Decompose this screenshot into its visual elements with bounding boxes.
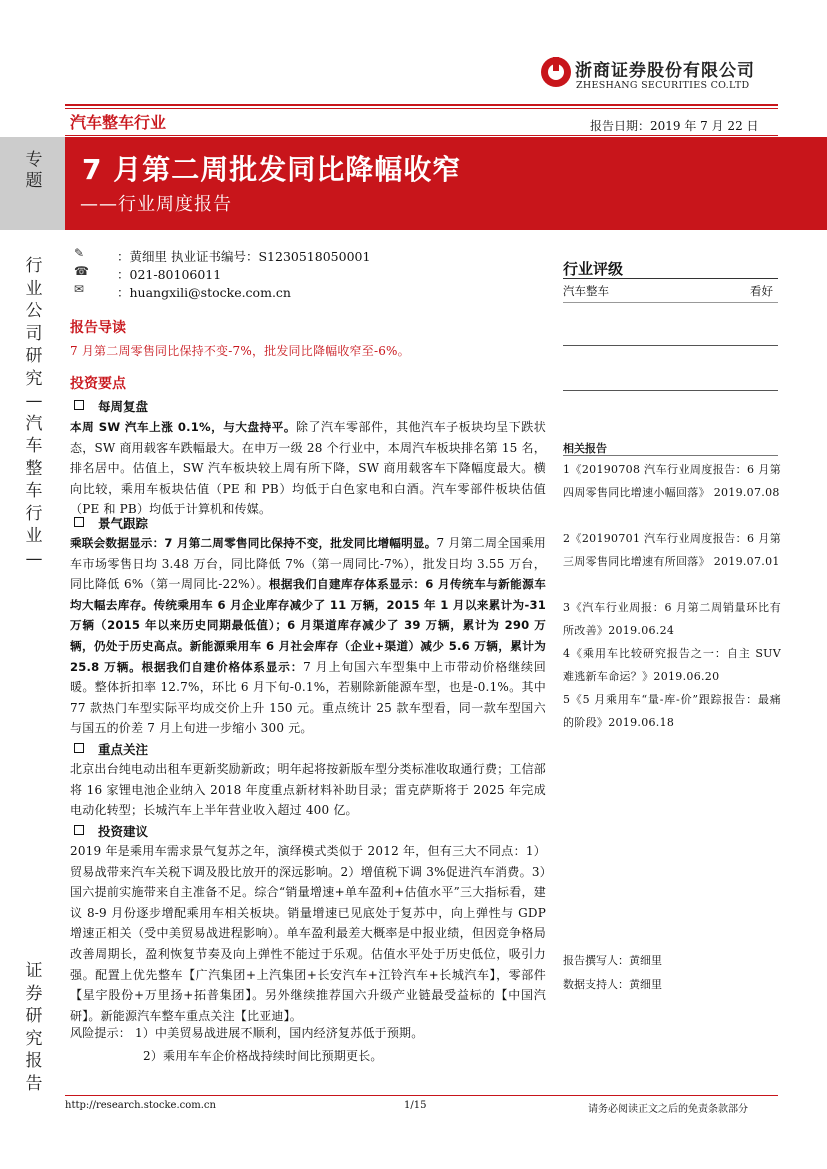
section-prosperity (74, 514, 148, 532)
disclaimer-note: 请务必阅读正文之后的免责条款部分 (588, 1104, 748, 1115)
lead-text: 7 月第二周零售同比保持不变-7%，批发同比降幅收窄至-6%。 (70, 344, 410, 358)
risk-line-1: 风险提示： 1）中美贸易战进展不顺利，国内经济复苏低于预期。 (70, 1026, 424, 1040)
rating-rule-2 (563, 302, 778, 303)
side-vertical-report-type: 证券研究报告 (25, 961, 43, 1094)
prosperity-lead-2: 根据我们自建库存体系显示：6 月传统车与新能源车均大幅去库存。传统乘用车 6 月企业库存减少了 11 万辆，2015 年 1 月以来累计为-31 万辆（2015 年以来历史同期最低值）；6 月渠道库存减少了 39 万辆，累计为 290 万辆，仍处于历史高点。新能源乘用车 6 月社会库存（企业+渠道）减少 5.6 万辆，累计为 25.8 万辆。根据我们自建价格体系显示： (70, 577, 546, 674)
points-title: 投资要点 (70, 376, 126, 392)
header-rule-thin (65, 108, 778, 109)
analyst-line: ：黄细里 执业证书编号：S1230518050001 (117, 249, 371, 264)
related-item[interactable]: 5《5 月乘用车“量-库-价”跟踪报告：最痛的阶段》2019.06.18 (563, 693, 781, 729)
weekly-review-lead: 本周 SW 汽车上涨 0.1%，与大盘持平。 (70, 420, 296, 434)
related-title: 相关报告 (563, 442, 607, 455)
footer-rule (65, 1095, 778, 1096)
prosperity-text (70, 533, 546, 739)
section-weekly-review (74, 397, 148, 415)
lead-title: 报告导读 (70, 320, 126, 336)
rating-rule-3 (563, 345, 778, 346)
footer-url[interactable]: http://research.stocke.com.cn (65, 1100, 216, 1111)
rating-sector: 汽车整车 (563, 284, 609, 298)
report-date: 报告日期：2019 年 7 月 22 日 (590, 119, 759, 133)
investment-text: 2019 年是乘用车需求景气复苏之年，演绎模式类似于 2012 年，但有三大不同点：1）贸易战带来汽车关税下调及股比放开的深远影响。2）增值税下调 3%促进汽车消费。3）国六提前实施带来自主准备不足。综合“销量增速+单车盈利+估值水平”三大指标看，建议 8-9 月份逐步增配乘用车相关板块。销量增速已见底处于复苏中，向上弹性与 GDP 增速正相关（受中美贸易战进程影响）。单车盈利最差大概率是中报业绩，但因竞争格局改善周期长，盈利恢复节奏及向上弹性不能过于乐观。估值水平处于历史低位，吸引力强。配置上优先整车【广汽集团+上汽集团+长安汽车+江铃汽车+长城汽车】，零部件【星宇股份+万里扬+拓普集团】。另外继续推荐国六升级产业链最受益标的【中国汽研】。新能源汽车整车重点关注【比亚迪】。 (70, 844, 546, 1023)
header-rule (65, 104, 778, 106)
phone-line: ：021-80106011 (117, 267, 222, 282)
risk-line-2: 2）乘用车车企价格战持续时间比预期更长。 (143, 1049, 383, 1063)
checkbox-icon (74, 517, 84, 527)
rating-value: 看好 (750, 284, 773, 298)
rating-rule-4 (563, 390, 778, 391)
mail-icon: ✉ (74, 282, 85, 296)
checkbox-icon (74, 743, 84, 753)
page-number: 1/15 (404, 1100, 427, 1111)
company-logo-icon (541, 57, 571, 87)
report-writer: 报告撰写人：黄细里 (563, 954, 662, 967)
section-investment (74, 822, 148, 840)
focus-text: 北京出台纯电动出租车更新奖励新政；明年起将按新版车型分类标准收取通行费；工信部将 16 家锂电池企业纳入 2018 年度重点新材料补助目录；雷克萨斯将于 2025 年完成电动化转型；长城汽车上半年营业收入超过 400 亿。 (70, 762, 546, 818)
related-item[interactable]: 4《乘用车比较研究报告之一：自主 SUV 难逃新车命运？》2019.06.20 (563, 647, 781, 683)
section-focus (74, 740, 148, 758)
company-name-cn: 浙商证券股份有限公司 (575, 61, 755, 81)
checkbox-icon (74, 400, 84, 410)
related-item[interactable]: 1《20190708 汽车行业周度报告：6 月第四周零售同比增速小幅回落》 2019.07.08 (563, 463, 781, 499)
section-title: 每周复盘 (98, 399, 149, 414)
checkbox-icon (74, 825, 84, 835)
related-item[interactable]: 2《20190701 汽车行业周度报告：6 月第三周零售同比增速有所回落》 2019.07.01 (563, 532, 781, 568)
section-title: 投资建议 (98, 824, 149, 839)
rating-rule (563, 278, 778, 279)
side-vertical-category: 行业公司研究—汽车整车行业— (25, 256, 43, 569)
rating-title: 行业评级 (563, 260, 624, 278)
phone-icon: ☎ (74, 264, 89, 278)
section-title: 景气跟踪 (98, 516, 149, 531)
pen-icon: ✎ (74, 246, 85, 260)
weekly-review-text (70, 417, 546, 520)
data-supporter: 数据支持人：黄细里 (563, 978, 662, 991)
report-subtitle: ——行业周度报告 (80, 194, 232, 215)
prosperity-body-1: 7 月第二周全国乘用车市场零售日均 3.48 万台，同比降低 7%（第一周同比-7%），批发日均 3.55 万台，同比降低 6%（第一周同比-22%）。 (70, 536, 546, 592)
industry-label: 汽车整车行业 (70, 113, 167, 132)
related-rule (563, 455, 778, 456)
header-rule-bottom (65, 135, 778, 136)
company-name-en: ZHESHANG SECURITIES CO.LTD (576, 80, 750, 91)
prosperity-body-2: 7 月上旬国六车型集中上市带动价格继续回暖。整体折扣率 12.7%，环比 6 月下旬-0.1%，若剔除新能源车型，也是-0.1%。其中 77 款热门车型实际平均成交价上升 150 元。重点统计 25 款车型看，同一款车型国六与国五的价差 7 月上旬进一步缩小 300 元。 (70, 659, 547, 736)
weekly-review-body: 除了汽车零部件，其他汽车子板块均呈下跌状态，SW 商用载客车跌幅最大。在申万一级 28 个行业中，本周汽车板块排名第 15 名，排名居中。估值上，SW 汽车板块较上周有所下降，SW 商用载客车下降幅度最大。横向比较，乘用车板块估值（PE 和 PB）均低于白色家电和白酒。汽车零部件板块估值（PE 和 PB）均低于计算机和传媒。 (70, 420, 546, 517)
prosperity-lead-1: 乘联会数据显示：7 月第二周零售同比保持不变，批发同比增幅明显。 (70, 536, 437, 550)
related-item[interactable]: 3《汽车行业周报：6 月第二周销量环比有所改善》2019.06.24 (563, 601, 781, 637)
side-topic-label: 专题 (25, 150, 43, 191)
email-line[interactable]: ：huangxili@stocke.com.cn (117, 285, 291, 300)
report-title: 7 月第二周批发同比降幅收窄 (82, 153, 462, 186)
section-title: 重点关注 (98, 742, 149, 757)
